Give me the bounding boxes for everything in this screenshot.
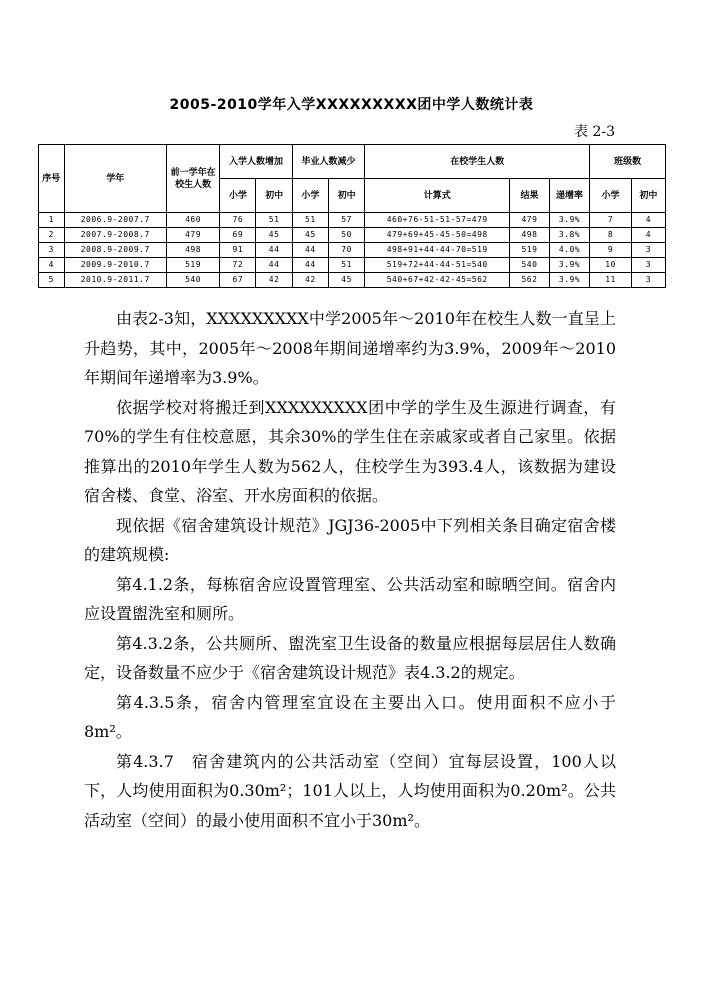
cell-year: 2010.9-2011.7	[64, 273, 166, 288]
cell-class-primary: 11	[590, 273, 632, 288]
cell-result: 479	[510, 213, 549, 228]
cell-class-primary: 8	[590, 228, 632, 243]
cell-grad-junior: 45	[328, 273, 364, 288]
header-prev-students: 前一学年在校生人数	[166, 145, 219, 213]
paragraph-clause-4-3-2: 第4.3.2条，公共厕所、盥洗室卫生设备的数量应根据每层居住人数确定，设备数量不应少于《宿舍建筑设计规范》表4.3.2的规定。	[84, 633, 616, 682]
cell-grad-junior: 50	[328, 228, 364, 243]
header-enroll-junior: 初中	[256, 179, 292, 213]
cell-grad-primary: 45	[292, 228, 328, 243]
cell-enroll-primary: 76	[220, 213, 256, 228]
cell-grad-primary: 42	[292, 273, 328, 288]
paragraph-clause-4-3-5: 第4.3.5条，宿舍内管理室宜设在主要出入口。使用面积不应小于8m²。	[84, 692, 616, 741]
header-year: 学年	[64, 145, 166, 213]
cell-prev: 519	[166, 258, 219, 273]
table-row	[39, 258, 666, 273]
header-enroll-primary: 小学	[220, 179, 256, 213]
header-seq: 序号	[39, 145, 65, 213]
cell-prev: 479	[166, 228, 219, 243]
cell-seq: 2	[39, 228, 65, 243]
paragraph-survey: 依据学校对将搬迁到XXXXXXXXX团中学的学生及生源进行调查，有70%的学生有住校意愿，其余30%的学生住在亲戚家或者自己家里。依据推算出的2010年学生人数为562人，住校学生为393.4人，该数据为建设宿舍楼、食堂、浴室、开水房面积的依据。	[84, 397, 616, 505]
header-grad: 毕业人数减少	[292, 145, 365, 179]
cell-result: 519	[510, 243, 549, 258]
enrollment-stats-table	[38, 144, 666, 288]
cell-enroll-primary: 91	[220, 243, 256, 258]
cell-grad-junior: 57	[328, 213, 364, 228]
cell-rate: 4.0%	[549, 243, 590, 258]
cell-enroll-junior: 51	[256, 213, 292, 228]
paragraph-clause-4-3-7: 第4.3.7 宿舍建筑内的公共活动室（空间）宜每层设置，100人以下，人均使用面积为0.30m²；101人以上，人均使用面积为0.20m²。公共活动室（空间）的最小使用面积不宜小于30m²。	[84, 751, 616, 830]
table-row	[39, 228, 666, 243]
cell-result: 540	[510, 258, 549, 273]
cell-enroll-primary: 67	[220, 273, 256, 288]
cell-enroll-primary: 69	[220, 228, 256, 243]
table-row	[39, 213, 666, 228]
cell-class-junior: 3	[631, 243, 665, 258]
cell-grad-junior: 51	[328, 258, 364, 273]
cell-enroll-junior: 44	[256, 258, 292, 273]
cell-class-primary: 9	[590, 243, 632, 258]
cell-class-junior: 3	[631, 273, 665, 288]
cell-grad-junior: 70	[328, 243, 364, 258]
table-row	[39, 273, 666, 288]
cell-rate: 3.9%	[549, 258, 590, 273]
cell-seq: 1	[39, 213, 65, 228]
cell-rate: 3.9%	[549, 273, 590, 288]
cell-formula: 498+91+44-44-70=519	[365, 243, 510, 258]
header-rate: 递增率	[549, 179, 590, 213]
header-students: 在校学生人数	[365, 145, 590, 179]
cell-class-junior: 4	[631, 213, 665, 228]
table-row	[39, 243, 666, 258]
cell-class-junior: 3	[631, 258, 665, 273]
cell-enroll-junior: 42	[256, 273, 292, 288]
table-number: 表 2-3	[574, 124, 615, 140]
cell-formula: 460+76-51-51-57=479	[365, 213, 510, 228]
cell-class-junior: 4	[631, 228, 665, 243]
paragraph-clause-4-1-2: 第4.1.2条，每栋宿舍应设置管理室、公共活动室和晾晒空间。宿舍内应设置盥洗室和厕所。	[84, 574, 616, 623]
cell-prev: 540	[166, 273, 219, 288]
paragraph-trend: 由表2-3知，XXXXXXXXX中学2005年～2010年在校生人数一直呈上升趋势，其中，2005年～2008年期间递增率约为3.9%，2009年～2010年期间年递增率为3.9%。	[84, 309, 616, 387]
header-grad-primary: 小学	[292, 179, 328, 213]
header-result: 结果	[510, 179, 549, 213]
cell-prev: 498	[166, 243, 219, 258]
cell-class-primary: 10	[590, 258, 632, 273]
cell-year: 2007.9-2008.7	[64, 228, 166, 243]
cell-rate: 3.9%	[549, 213, 590, 228]
cell-formula: 479+69+45-45-50=498	[365, 228, 510, 243]
cell-result: 498	[510, 228, 549, 243]
cell-grad-primary: 44	[292, 243, 328, 258]
paragraph-standard: 现依据《宿舍建筑设计规范》JGJ36-2005中下列相关条目确定宿舍楼的建筑规模:	[84, 515, 616, 564]
cell-seq: 3	[39, 243, 65, 258]
cell-year: 2008.9-2009.7	[64, 243, 166, 258]
cell-grad-primary: 44	[292, 258, 328, 273]
header-enroll: 入学人数增加	[220, 145, 293, 179]
cell-year: 2006.9-2007.7	[64, 213, 166, 228]
header-class-primary: 小学	[590, 179, 632, 213]
table-title: 2005-2010学年入学XXXXXXXXX团中学人数统计表	[169, 97, 534, 113]
cell-seq: 4	[39, 258, 65, 273]
cell-result: 562	[510, 273, 549, 288]
cell-prev: 460	[166, 213, 219, 228]
header-formula: 计算式	[365, 179, 510, 213]
cell-enroll-junior: 44	[256, 243, 292, 258]
cell-class-primary: 7	[590, 213, 632, 228]
cell-grad-primary: 51	[292, 213, 328, 228]
header-classes: 班级数	[590, 145, 666, 179]
document-body	[84, 304, 616, 835]
cell-year: 2009.9-2010.7	[64, 258, 166, 273]
header-grad-junior: 初中	[328, 179, 364, 213]
cell-enroll-primary: 72	[220, 258, 256, 273]
cell-formula: 519+72+44-44-51=540	[365, 258, 510, 273]
cell-enroll-junior: 45	[256, 228, 292, 243]
cell-seq: 5	[39, 273, 65, 288]
cell-rate: 3.8%	[549, 228, 590, 243]
header-class-junior: 初中	[631, 179, 665, 213]
cell-formula: 540+67+42-42-45=562	[365, 273, 510, 288]
